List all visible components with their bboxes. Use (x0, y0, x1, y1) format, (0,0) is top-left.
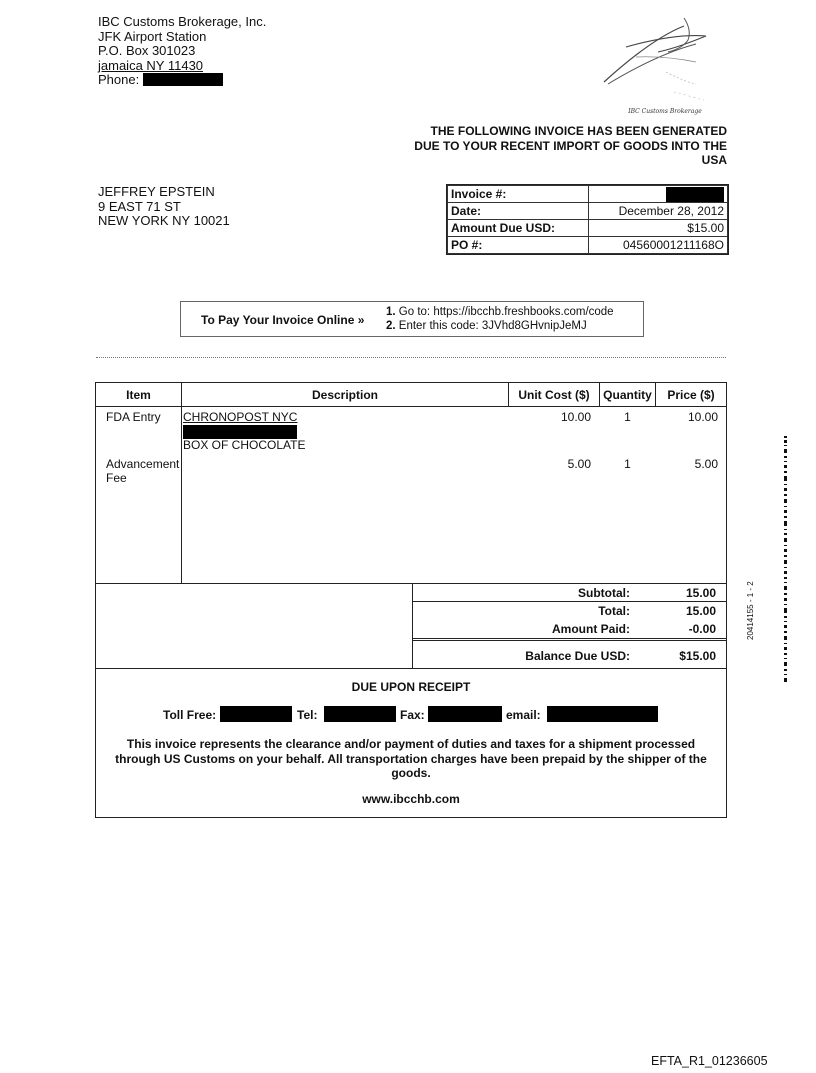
sender-phone (98, 73, 266, 88)
row2-quantity: 1 (624, 457, 631, 471)
pay-step-1-text[interactable]: Go to: https://ibcchb.freshbooks.com/code (398, 306, 614, 318)
disclaimer-line3: goods. (391, 766, 431, 780)
header-divider (96, 406, 726, 407)
row1-unit-cost: 10.00 (560, 410, 591, 424)
sender-address (98, 15, 266, 88)
recipient-street: 9 EAST 71 ST (98, 198, 181, 214)
redaction-bar (143, 73, 223, 86)
redaction-bar (547, 706, 658, 722)
recipient-city: NEW YORK NY 10021 (98, 213, 230, 228)
recipient-name: JEFFREY EPSTEIN (98, 184, 215, 199)
pay-online-box (180, 301, 644, 337)
amount-due-label: Amount Due USD: (448, 220, 589, 237)
header-quantity: Quantity (603, 388, 652, 402)
notice-line3: USA (701, 153, 727, 167)
row2-item-2: Fee (106, 471, 127, 485)
redaction-bar (666, 187, 724, 202)
row1-price: 10.00 (687, 410, 718, 424)
balance-due-value: $15.00 (679, 649, 716, 663)
date-label: Date: (448, 203, 589, 220)
amount-due-value: $15.00 (589, 220, 728, 237)
amount-paid-label: Amount Paid: (552, 622, 630, 636)
side-control-number: 20414155 - 1 - 2 (746, 581, 755, 640)
disclaimer-line1: This invoice represents the clearance and/or payment of duties and taxes for a shipment processed (126, 737, 696, 751)
row2-unit-cost: 5.00 (567, 457, 591, 471)
col-divider (181, 383, 182, 583)
sender-line2: JFK Airport Station (98, 28, 207, 44)
total-label: Total: (598, 604, 630, 618)
dotted-divider (96, 357, 726, 358)
total-value: 15.00 (685, 604, 716, 618)
header-price: Price ($) (667, 388, 715, 402)
amount-due-row (448, 220, 728, 237)
import-notice (405, 124, 727, 168)
po-label: PO #: (448, 237, 589, 254)
row1-quantity: 1 (624, 410, 631, 424)
redaction-bar (324, 706, 396, 722)
header-item: Item (126, 388, 151, 402)
tel-label: Tel: (297, 708, 318, 722)
header-unit-cost: Unit Cost ($) (518, 388, 590, 402)
row2-price: 5.00 (694, 457, 718, 471)
invoice-info-box (446, 184, 729, 255)
paid-divider (412, 638, 726, 641)
row1-description-2: BOX OF CHOCOLATE (183, 438, 306, 452)
fax-label: Fax: (400, 708, 425, 722)
subtotal-divider (412, 601, 726, 602)
pay-online-steps (386, 305, 614, 333)
row1-item: FDA Entry (106, 410, 161, 424)
amount-paid-value: -0.00 (688, 622, 716, 636)
side-barcode (778, 436, 794, 686)
notice-line2: DUE TO YOUR RECENT IMPORT OF GOODS INTO THE (414, 138, 727, 153)
step-1-number: 1. (386, 306, 396, 318)
redaction-bar (183, 425, 297, 439)
step-2-number: 2. (386, 320, 396, 332)
row2-item: Advancement (106, 457, 180, 471)
logo-caption: IBC Customs Brokerage (628, 108, 702, 115)
invoice-number-value (589, 186, 728, 203)
phone-label: Phone: (98, 72, 140, 87)
footer-divider (96, 668, 726, 669)
totals-col-divider (412, 583, 413, 668)
line-items-table (95, 382, 727, 818)
notice-line1: THE FOLLOWING INVOICE HAS BEEN GENERATED (430, 124, 727, 138)
disclaimer-line2: through US Customs on your behalf. All transportation charges have been prepaid by the shipper of the (115, 751, 707, 766)
pay-step-2 (386, 319, 614, 333)
website-link[interactable]: www.ibcchb.com (362, 792, 460, 806)
pay-step-1 (386, 305, 614, 319)
header-description: Description (311, 388, 378, 402)
pay-online-label: To Pay Your Invoice Online » (201, 313, 365, 327)
recipient-address (98, 185, 230, 229)
pay-step-2-text: Enter this code: 3JVhd8GHvnipJeMJ (398, 320, 587, 332)
disclaimer (96, 737, 726, 781)
company-logo (596, 12, 721, 120)
po-value: 04560001211168O (589, 237, 728, 254)
due-upon-receipt: DUE UPON RECEIPT (351, 680, 471, 694)
po-row (448, 237, 728, 254)
balance-due-label: Balance Due USD: (525, 649, 630, 663)
row1-description: CHRONOPOST NYC (183, 410, 298, 424)
invoice-number-row (448, 186, 728, 203)
invoice-number-label: Invoice #: (448, 186, 589, 203)
date-value: December 28, 2012 (589, 203, 728, 220)
date-row (448, 203, 728, 220)
totals-divider (96, 583, 726, 584)
document-id: EFTA_R1_01236605 (651, 1054, 768, 1068)
sender-line3: P.O. Box 301023 (98, 43, 196, 58)
sender-line4: jamaica NY 11430 (98, 57, 204, 73)
toll-free-label: Toll Free: (163, 708, 217, 722)
email-label: email: (506, 708, 541, 722)
redaction-bar (220, 706, 292, 722)
subtotal-value: 15.00 (685, 586, 716, 600)
redaction-bar (428, 706, 502, 722)
subtotal-label: Subtotal: (578, 586, 630, 600)
sender-name: IBC Customs Brokerage, Inc. (98, 14, 267, 29)
